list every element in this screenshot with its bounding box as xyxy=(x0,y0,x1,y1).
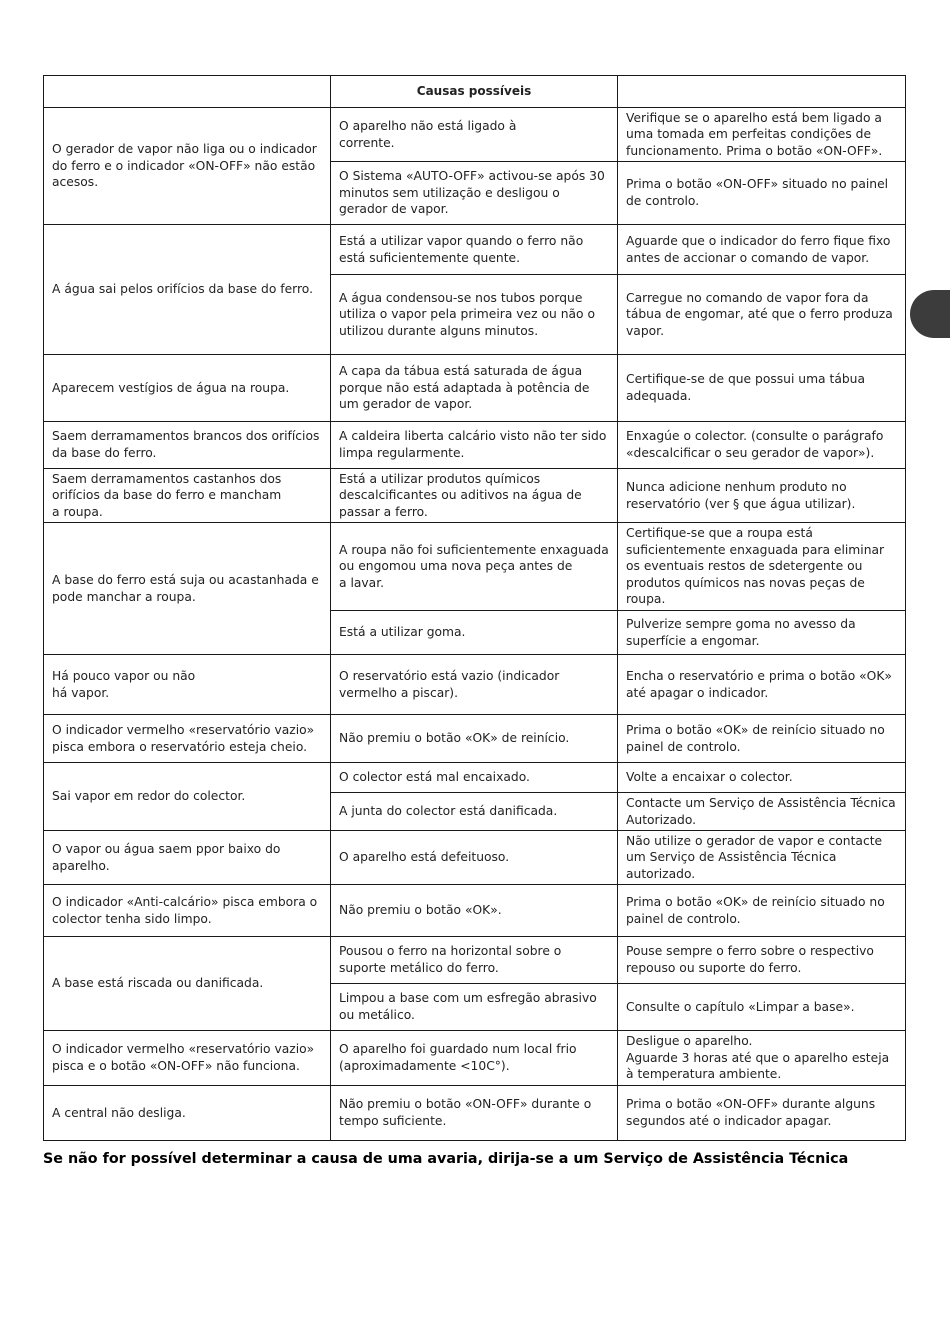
table-row xyxy=(44,1086,906,1141)
solution-cell: Carregue no comando de vapor fora da tábua de engomar, até que o ferro produza vapor. xyxy=(618,275,906,355)
cause-cell: Pousou o ferro na horizontal sobre o suporte metálico do ferro. xyxy=(331,937,618,984)
problem-cell: O indicador vermelho «reservatório vazio» pisca embora o reservatório esteja cheio. xyxy=(44,715,331,763)
cause-cell: A junta do colector está danificada. xyxy=(331,793,618,831)
table-row xyxy=(44,523,906,611)
cause-cell: A roupa não foi suficientemente enxaguada ou engomou uma nova peça antes de a lavar. xyxy=(331,523,618,611)
problem-cell: O indicador «Anti-calcário» pisca embora o colector tenha sido limpo. xyxy=(44,885,331,937)
solution-cell: Aguarde que o indicador do ferro fique fixo antes de accionar o comando de vapor. xyxy=(618,225,906,275)
problem-cell: Há pouco vapor ou não há vapor. xyxy=(44,655,331,715)
solution-cell: Consulte o capítulo «Limpar a base». xyxy=(618,984,906,1031)
solution-cell: Prima o botão «OK» de reinício situado no painel de controlo. xyxy=(618,715,906,763)
header-causes: Causas possíveis xyxy=(331,76,618,108)
problem-cell: Aparecem vestígios de água na roupa. xyxy=(44,355,331,422)
solution-cell: Nunca adicione nenhum produto no reservatório (ver § que água utilizar). xyxy=(618,469,906,523)
table-row xyxy=(44,937,906,984)
solution-cell: Certifique-se de que possui uma tábua adequada. xyxy=(618,355,906,422)
table-row xyxy=(44,1031,906,1086)
header-problem xyxy=(44,76,331,108)
cause-cell: Está a utilizar goma. xyxy=(331,611,618,655)
solution-cell: Desligue o aparelho. Aguarde 3 horas até que o aparelho esteja à temperatura ambiente. xyxy=(618,1031,906,1086)
solution-cell: Volte a encaixar o colector. xyxy=(618,763,906,793)
table-row xyxy=(44,885,906,937)
cause-cell: A capa da tábua está saturada de água porque não está adaptada à potência de um gerador de vapor. xyxy=(331,355,618,422)
solution-cell: Não utilize o gerador de vapor e contacte um Serviço de Assistência Técnica autorizado. xyxy=(618,831,906,885)
cause-cell: Limpou a base com um esfregão abrasivo ou metálico. xyxy=(331,984,618,1031)
table-row xyxy=(44,225,906,275)
cause-cell: O reservatório está vazio (indicador vermelho a piscar). xyxy=(331,655,618,715)
cause-cell: O aparelho está defeituoso. xyxy=(331,831,618,885)
problem-cell: Sai vapor em redor do colector. xyxy=(44,763,331,831)
solution-cell: Pouse sempre o ferro sobre o respectivo repouso ou suporte do ferro. xyxy=(618,937,906,984)
cause-cell: A água condensou-se nos tubos porque utiliza o vapor pela primeira vez ou não o utilizou durante alguns minutos. xyxy=(331,275,618,355)
table-row xyxy=(44,831,906,885)
footer-note: Se não for possível determinar a causa de uma avaria, dirija-se a um Serviço de Assistência Técnica xyxy=(43,1151,849,1167)
cause-cell: Está a utilizar produtos químicos descalcificantes ou aditivos na água de passar a ferro. xyxy=(331,469,618,523)
cause-cell: Não premiu o botão «OK». xyxy=(331,885,618,937)
problem-cell: O gerador de vapor não liga ou o indicador do ferro e o indicador «ON-OFF» não estão acesos. xyxy=(44,108,331,225)
problem-cell: O indicador vermelho «reservatório vazio» pisca e o botão «ON-OFF» não funciona. xyxy=(44,1031,331,1086)
table-row xyxy=(44,469,906,523)
cause-cell: O aparelho não está ligado à corrente. xyxy=(331,108,618,162)
cause-cell: Não premiu o botão «OK» de reinício. xyxy=(331,715,618,763)
solution-cell: Certifique-se que a roupa está suficientemente enxaguada para eliminar os eventuais restos de sdetergente ou produtos químicos nas novas peças de roupa. xyxy=(618,523,906,611)
problem-cell: O vapor ou água saem ppor baixo do aparelho. xyxy=(44,831,331,885)
cause-cell: O aparelho foi guardado num local frio (aproximadamente <10C°). xyxy=(331,1031,618,1086)
table-row xyxy=(44,355,906,422)
cause-cell: O Sistema «AUTO-OFF» activou-se após 30 minutos sem utilização e desligou o gerador de vapor. xyxy=(331,162,618,225)
cause-cell: Está a utilizar vapor quando o ferro não está suficientemente quente. xyxy=(331,225,618,275)
section-tab-marker xyxy=(910,290,950,338)
problem-cell: A base está riscada ou danificada. xyxy=(44,937,331,1031)
problem-cell: Saem derramamentos castanhos dos orifícios da base do ferro e mancham a roupa. xyxy=(44,469,331,523)
problem-cell: A central não desliga. xyxy=(44,1086,331,1141)
solution-cell: Pulverize sempre goma no avesso da superfície a engomar. xyxy=(618,611,906,655)
header-solutions xyxy=(618,76,906,108)
problem-cell: Saem derramamentos brancos dos orifícios da base do ferro. xyxy=(44,422,331,469)
cause-cell: A caldeira liberta calcário visto não ter sido limpa regularmente. xyxy=(331,422,618,469)
table-row xyxy=(44,715,906,763)
troubleshooting-table xyxy=(43,75,906,1141)
solution-cell: Verifique se o aparelho está bem ligado a uma tomada em perfeitas condições de funcionamento. Prima o botão «ON-OFF». xyxy=(618,108,906,162)
cause-cell: Não premiu o botão «ON-OFF» durante o tempo suficiente. xyxy=(331,1086,618,1141)
table-row xyxy=(44,108,906,162)
solution-cell: Encha o reservatório e prima o botão «OK» até apagar o indicador. xyxy=(618,655,906,715)
table-row xyxy=(44,655,906,715)
table-header-row xyxy=(44,76,906,108)
cause-cell: O colector está mal encaixado. xyxy=(331,763,618,793)
solution-cell: Enxagúe o colector. (consulte o parágrafo «descalcificar o seu gerador de vapor»). xyxy=(618,422,906,469)
problem-cell: A base do ferro está suja ou acastanhada e pode manchar a roupa. xyxy=(44,523,331,655)
table-row xyxy=(44,422,906,469)
solution-cell: Prima o botão «OK» de reinício situado no painel de controlo. xyxy=(618,885,906,937)
solution-cell: Contacte um Serviço de Assistência Técnica Autorizado. xyxy=(618,793,906,831)
problem-cell: A água sai pelos orifícios da base do ferro. xyxy=(44,225,331,355)
solution-cell: Prima o botão «ON-OFF» durante alguns segundos até o indicador apagar. xyxy=(618,1086,906,1141)
table-row xyxy=(44,763,906,793)
solution-cell: Prima o botão «ON-OFF» situado no painel de controlo. xyxy=(618,162,906,225)
